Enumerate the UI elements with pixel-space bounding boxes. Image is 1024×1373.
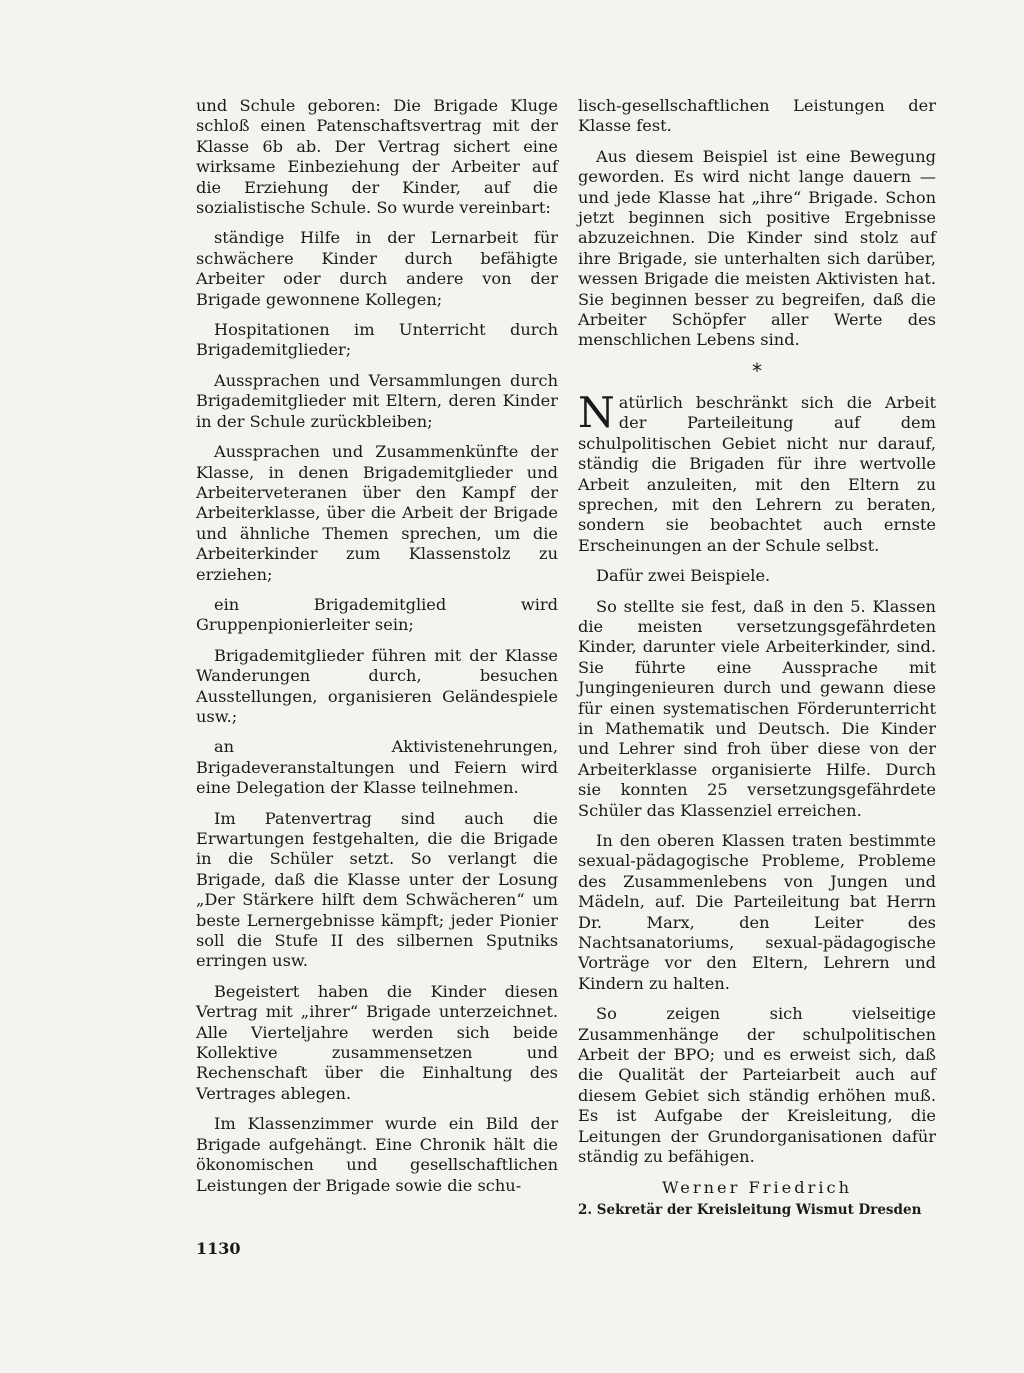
paragraph: und Schule geboren: Die Brigade Kluge schloß einen Patenschaftsvertrag mit der Klasse 6b ab. Der Vertrag sichert eine wirksame Einbeziehung der Arbeiter auf die Erziehung der Kinder, auf die sozialistische Schule. So wurde vereinbart: [196,96,558,218]
list-item: Hospitationen im Unterricht durch Brigademitglieder; [196,320,558,360]
page-number: 1130 [196,1239,241,1258]
right-column [578,96,936,1220]
section-separator-asterisk: * [752,358,762,383]
paragraph: Im Patenvertrag sind auch die Erwartungen festgehalten, die die Brigade in die Schüler setzt. So verlangt die Brigade, daß die Klasse unter der Losung „Der Stärkere hilft dem Schwächeren“ um beste Lernergebnisse kämpft; jeder Pionier soll die Stufe II des silbernen Sputniks erringen usw. [196,808,558,971]
author-name: Werner Friedrich [661,1177,853,1197]
paragraph-with-dropcap [578,387,936,556]
drop-cap-letter: N [578,387,615,437]
paragraph: So zeigen sich vielseitige Zusammenhänge der schulpolitischen Arbeit der BPO; und es erweist sich, daß die Qualität der Parteiarbeit auch auf diesem Gebiet sich ständig erhöhen muß. Es ist Aufgabe der Kreisleitung, die Leitungen der Grundorganisationen dafür ständig zu befähigen. [578,1004,936,1167]
author-role: 2. Sekretär der Kreisleitung Wismut Dresden [578,1201,922,1218]
list-item: Aussprachen und Versammlungen durch Brigademitglieder mit Eltern, deren Kinder in der Schule zurückbleiben; [196,370,558,431]
left-column [196,96,558,1206]
paragraph: Begeistert haben die Kinder diesen Vertrag mit „ihrer“ Brigade unterzeichnet. Alle Vierteljahre werden sich beide Kollektive zusammensetzen und Rechenschaft über die Einhaltung des Vertrages ablegen. [196,981,558,1103]
list-item: ständige Hilfe in der Lernarbeit für schwächere Kinder durch befähigte Arbeiter oder durch andere von der Brigade gewonnene Kollegen; [196,228,558,309]
list-item: Aussprachen und Zusammenkünfte der Klasse, in denen Brigademitglieder und Arbeiterveteranen über den Kampf der Arbeiterklasse, über die Arbeit der Brigade und ähnliche Themen sprechen, um die Arbeiterkinder zum Klassenstolz zu erziehen; [196,442,558,584]
list-item: ein Brigademitglied wird Gruppenpionierleiter sein; [196,594,558,635]
list-item: an Aktivistenehrungen, Brigadeveranstaltungen und Feiern wird eine Delegation der Klasse teilnehmen. [196,737,558,798]
paragraph: lisch-gesellschaftlichen Leistungen der Klasse fest. [578,96,936,136]
paragraph: Aus diesem Beispiel ist eine Bewegung geworden. Es wird nicht lange dauern — und jede Klasse hat „ihre“ Brigade. Schon jetzt beginnen sich positive Ergebnisse abzuzeichnen. Die Kinder sind stolz auf ihre Brigade, sie unterhalten sich darüber, wessen Brigade die meisten Aktivisten hat. Sie beginnen besser zu begreifen, daß die Arbeiter Schöpfer aller Werte des menschlichen Lebens sind. [578,146,936,350]
paragraph: Dafür zwei Beispiele. [596,566,771,586]
list-item: Brigademitglieder führen mit der Klasse Wanderungen durch, besuchen Ausstellungen, organisieren Geländespiele usw.; [196,645,558,726]
paragraph: In den oberen Klassen traten bestimmte sexual-pädagogische Probleme, Probleme des Zusammenlebens von Jungen und Mädeln, auf. Die Parteileitung bat Herrn Dr. Marx, den Leiter des Nachtsanatoriums, sexual-pädagogische Vorträge vor den Eltern, Lehrern und Kindern zu halten. [578,831,936,993]
paragraph-text: atürlich beschränkt sich die Arbeit der Parteileitung auf dem schulpolitischen Gebiet nicht nur darauf, ständig die Brigaden für ihre wertvolle Arbeit anzuleiten, mit den Eltern zu sprechen, mit den Lehrern zu beraten, sondern sie beobachtet auch ernste Erscheinungen an der Schule selbst. [578,392,936,555]
paragraph: So stellte sie fest, daß in den 5. Klassen die meisten versetzungsgefährdeten Kinder, darunter viele Arbeiterkinder, sind. Sie führte eine Aussprache mit Jungingenieuren durch und gewann diese für einen systematischen Förderunterricht in Mathematik und Deutsch. Die Kinder und Lehrer sind froh über diese von der Arbeiterklasse organisierte Hilfe. Durch sie konnten 25 versetzungsgefährdete Schüler das Klassenziel erreichen. [578,596,936,820]
paragraph: Im Klassenzimmer wurde ein Bild der Brigade aufgehängt. Eine Chronik hält die ökonomischen und gesellschaftlichen Leistungen der Brigade sowie die schu- [196,1114,558,1195]
